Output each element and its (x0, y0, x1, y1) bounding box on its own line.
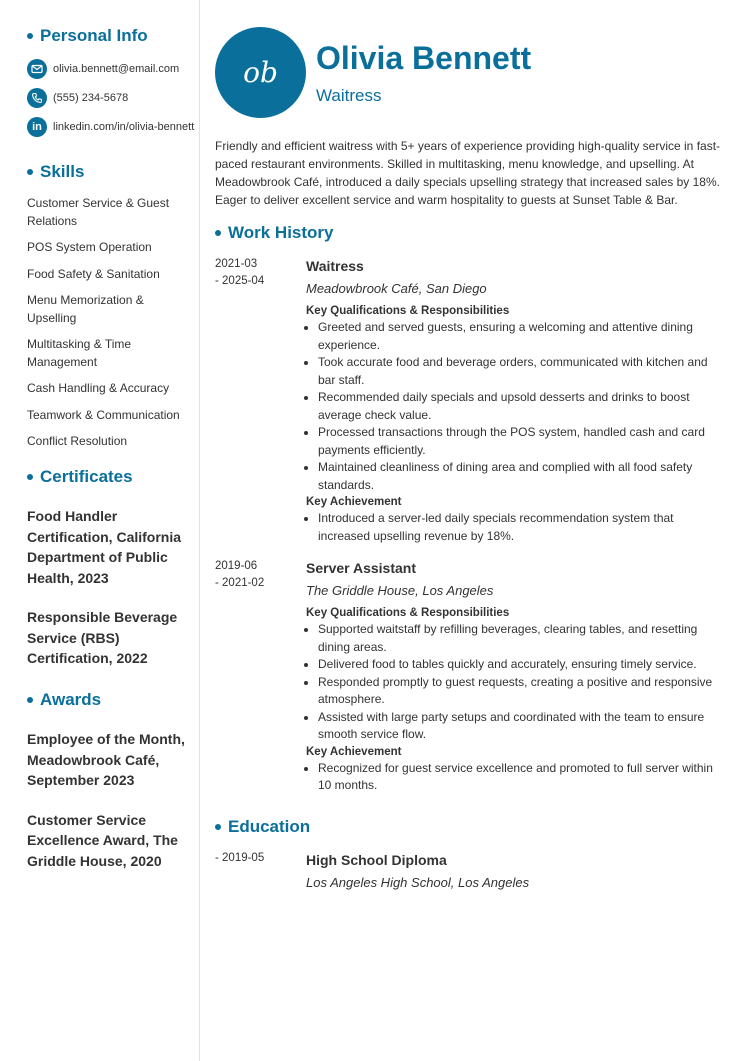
avatar (215, 27, 306, 118)
profile-summary: Friendly and efficient waitress with 5+ years of experience providing high-quality service in fast-paced restaurant environments. Skilled in multitasking, menu knowledge, and upselling. At Meadowbrook Café, introduced a daily specials upselling strategy that increased sales by 18%. Eager to deliver excellent service and warm hospitality to guests at Sunset Table & Bar. (215, 139, 721, 207)
list-item: • Introduced a server-led daily specials recommendation system that increased upselling revenue by 18%. (318, 510, 725, 545)
skill-item: Conflict Resolution (27, 434, 128, 448)
list-item: • Processed transactions through the POS system, handled cash and card payments efficiently. (318, 424, 725, 459)
job-title: Waitress (306, 258, 364, 274)
certificates-heading: Certificates (27, 467, 133, 487)
job-details (306, 558, 725, 795)
skill-item: Menu Memorization & Upselling (27, 293, 144, 325)
list-item: • Delivered food to tables quickly and accurately, ensuring timely service. (318, 656, 725, 674)
job-title: Server Assistant (306, 560, 416, 576)
responsibilities-list (306, 319, 725, 494)
list-item: • Recognized for guest service excellence and promoted to full server within 10 months. (318, 760, 725, 795)
certificate-item: Food Handler Certification, California Department of Public Health, 2023 (27, 508, 182, 586)
job-details (306, 256, 725, 545)
skill-item: Food Safety & Sanitation (27, 266, 160, 281)
awards-heading: Awards (27, 690, 101, 710)
list-item: • Greeted and served guests, ensuring a welcoming and attentive dining experience. (318, 319, 725, 354)
skill-item: POS System Operation (27, 240, 152, 254)
list-item: • Took accurate food and beverage orders, communicated with kitchen and bar staff. (318, 354, 725, 389)
list-item: • Assisted with large party setups and coordinated with the team to ensure smooth service flow. (318, 709, 725, 744)
achievement-heading: Key Achievement (306, 496, 402, 508)
skill-item: Multitasking & Time Management (27, 337, 132, 369)
avatar-initials: ob (243, 56, 278, 89)
skills-heading: Skills (27, 162, 84, 182)
education-details (306, 850, 725, 892)
bullet-dot (27, 33, 33, 39)
linkedin-text: linkedin.com/in/olivia-bennett (53, 121, 195, 133)
bullet-dot (27, 474, 33, 480)
skill-item: Teamwork & Communication (27, 407, 180, 422)
linkedin-icon: in (27, 117, 47, 137)
achievement-heading: Key Achievement (306, 745, 402, 758)
certificate-item: Responsible Beverage Service (RBS) Certification, 2022 (27, 609, 178, 666)
bullet-dot (27, 169, 33, 175)
list-item: • Supported waitstaff by refilling beverages, clearing tables, and resetting dining areas. (318, 621, 725, 656)
achievements-list (306, 760, 725, 795)
candidate-role: Waitress (316, 86, 382, 105)
skill-item: Cash Handling & Accuracy (27, 381, 170, 395)
contact-phone[interactable] (27, 88, 128, 108)
list-item: • Maintained cleanliness of dining area and complied with all food safety standards. (318, 459, 725, 494)
bullet-dot (215, 824, 221, 830)
list-item: • Recommended daily specials and upsold desserts and drinks to boost average check value. (318, 389, 725, 424)
degree: High School Diploma (306, 852, 447, 868)
bullet-dot (215, 230, 221, 236)
awards-list (27, 729, 193, 871)
responsibilities-heading: Key Qualifications & Responsibilities (306, 607, 510, 619)
email-icon (27, 59, 47, 79)
certificates-list (27, 506, 193, 669)
list-item: • Responded promptly to guest requests, creating a positive and responsive atmosphere. (318, 674, 725, 709)
contact-linkedin[interactable] (27, 117, 194, 137)
candidate-name: Olivia Bennett (316, 40, 532, 76)
work-history-heading: Work History (215, 223, 334, 243)
school: Los Angeles High School, Los Angeles (306, 875, 530, 890)
bullet-dot (27, 697, 33, 703)
contact-email[interactable] (27, 59, 179, 79)
award-item: Employee of the Month, Meadowbrook Café, September 2023 (27, 731, 185, 788)
responsibilities-heading: Key Qualifications & Responsibilities (306, 305, 510, 317)
job-dates: 2021-03 - 2025-04 (215, 258, 265, 287)
responsibilities-list (306, 621, 725, 744)
personal-info-heading: Personal Info (27, 26, 148, 46)
phone-icon (27, 88, 47, 108)
education-date: - 2019-05 (215, 852, 265, 864)
award-item: Customer Service Excellence Award, The Griddle House, 2020 (27, 811, 178, 869)
education-heading: Education (215, 817, 310, 837)
skill-item: Customer Service & Guest Relations (27, 196, 170, 228)
phone-text: (555) 234-5678 (53, 92, 129, 104)
sidebar (0, 0, 200, 1061)
achievements-list (306, 510, 725, 545)
job-company: Meadowbrook Café, San Diego (306, 281, 487, 296)
job-company: The Griddle House, Los Angeles (306, 583, 494, 598)
job-dates: 2019-06 - 2021-02 (215, 560, 265, 589)
email-text: olivia.bennett@email.com (53, 63, 180, 75)
skills-list (27, 195, 195, 460)
